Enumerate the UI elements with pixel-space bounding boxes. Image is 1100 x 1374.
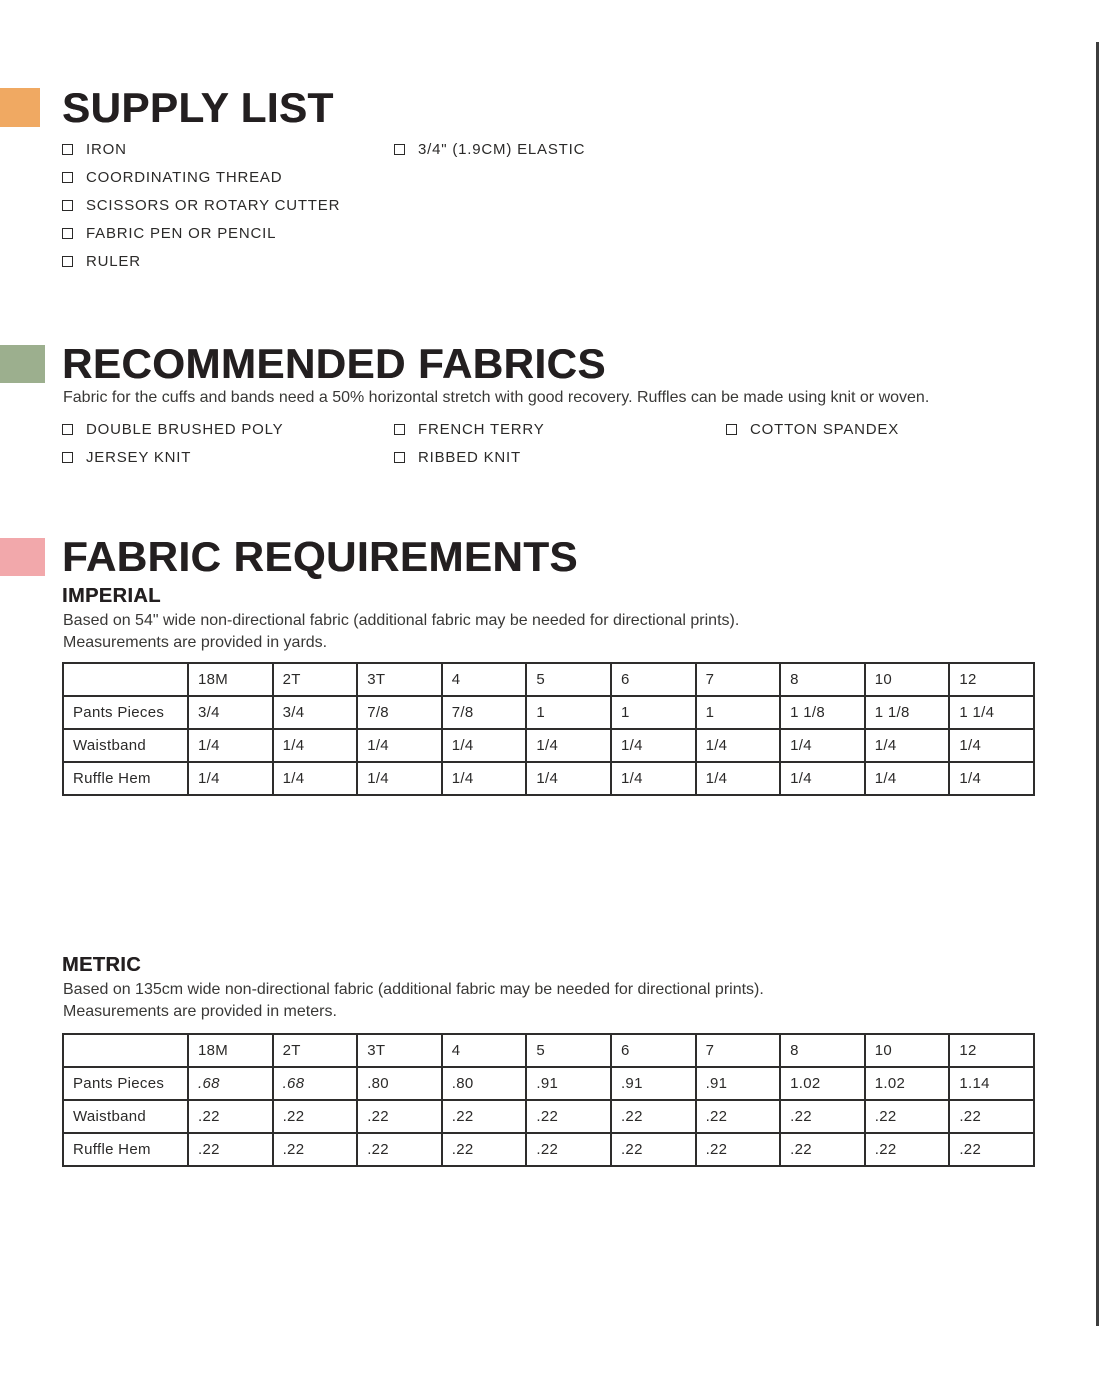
- table-cell: 1/4: [273, 762, 358, 795]
- table-cell: 1/4: [949, 729, 1034, 762]
- table-cell: .22: [611, 1133, 696, 1166]
- table-cell: 1 1/8: [780, 696, 865, 729]
- metric-description: [63, 979, 764, 1023]
- supply-item: [62, 141, 340, 158]
- table-cell: .80: [357, 1067, 442, 1100]
- table-cell: .22: [696, 1133, 781, 1166]
- checkbox-icon: [62, 172, 73, 183]
- table-cell: 1/4: [357, 729, 442, 762]
- page-edge-line: [1096, 42, 1099, 1326]
- column-header: 3T: [357, 663, 442, 696]
- row-label: Waistband: [63, 1100, 188, 1133]
- table-cell: .22: [949, 1133, 1034, 1166]
- supply-item-label: COORDINATING THREAD: [86, 169, 283, 186]
- column-header: 8: [780, 663, 865, 696]
- column-header: 6: [611, 1034, 696, 1067]
- recommended-fabrics-description: Fabric for the cuffs and bands need a 50% horizontal stretch with good recovery. Ruffles can be made using knit or woven.: [63, 389, 930, 406]
- table-header-row: [63, 663, 1034, 696]
- column-header: 6: [611, 663, 696, 696]
- table-cell: 7/8: [357, 696, 442, 729]
- recommended-fabrics-title: RECOMMENDED FABRICS: [62, 340, 606, 387]
- supply-accent-block: [0, 88, 40, 127]
- supply-list-column-2: [394, 141, 585, 158]
- table-cell: 1/4: [188, 729, 273, 762]
- column-header: 7: [696, 663, 781, 696]
- table-cell: 1: [696, 696, 781, 729]
- checkbox-icon: [62, 228, 73, 239]
- imperial-subtitle: IMPERIAL: [62, 585, 161, 607]
- checkbox-icon: [62, 424, 73, 435]
- table-cell: 1/4: [696, 729, 781, 762]
- column-header: 12: [949, 1034, 1034, 1067]
- checkbox-icon: [394, 144, 405, 155]
- requirements-accent-block: [0, 538, 45, 576]
- imperial-description: [63, 610, 739, 654]
- table-cell: .22: [188, 1100, 273, 1133]
- table-cell: .22: [949, 1100, 1034, 1133]
- table-cell: 1/4: [526, 729, 611, 762]
- column-header: 5: [526, 663, 611, 696]
- imperial-description-line2: Measurements are provided in yards.: [63, 634, 328, 651]
- table-cell: 1/4: [949, 762, 1034, 795]
- table-cell: .22: [442, 1100, 527, 1133]
- table-cell: 1/4: [865, 762, 950, 795]
- metric-requirements-table: [62, 1033, 1035, 1167]
- table-cell: .22: [526, 1100, 611, 1133]
- table-cell: 1/4: [611, 729, 696, 762]
- table-cell: .22: [273, 1100, 358, 1133]
- checkbox-icon: [726, 424, 737, 435]
- table-cell: 1/4: [273, 729, 358, 762]
- table-cell: .22: [865, 1133, 950, 1166]
- table-row: [63, 1067, 1034, 1100]
- table-cell: .68: [188, 1067, 273, 1100]
- column-header: 10: [865, 1034, 950, 1067]
- column-header: [63, 663, 188, 696]
- column-header: 18M: [188, 663, 273, 696]
- supply-item: [62, 197, 340, 214]
- table-cell: .22: [865, 1100, 950, 1133]
- supply-item: [394, 141, 585, 158]
- column-header: 4: [442, 1034, 527, 1067]
- checkbox-icon: [62, 144, 73, 155]
- supply-item: [62, 225, 340, 242]
- supply-item-label: SCISSORS OR ROTARY CUTTER: [86, 197, 341, 214]
- table-row: [63, 696, 1034, 729]
- imperial-requirements-table: [62, 662, 1035, 796]
- table-cell: 1/4: [696, 762, 781, 795]
- table-cell: .68: [273, 1067, 358, 1100]
- column-header: [63, 1034, 188, 1067]
- supply-list-title: SUPPLY LIST: [62, 84, 334, 131]
- column-header: 10: [865, 663, 950, 696]
- supply-item-label: FABRIC PEN OR PENCIL: [86, 225, 277, 242]
- fabric-item: [394, 421, 545, 438]
- table-cell: .22: [442, 1133, 527, 1166]
- table-row: [63, 1100, 1034, 1133]
- fabrics-column-2: [394, 421, 545, 466]
- table-cell: 1/4: [780, 762, 865, 795]
- supply-list-column-1: [62, 141, 340, 270]
- checkbox-icon: [62, 200, 73, 211]
- fabric-item: [62, 421, 283, 438]
- table-row: [63, 729, 1034, 762]
- table-cell: 1.02: [780, 1067, 865, 1100]
- table-cell: 7/8: [442, 696, 527, 729]
- fabric-item: [394, 449, 545, 466]
- column-header: 2T: [273, 663, 358, 696]
- table-cell: .22: [357, 1133, 442, 1166]
- table-cell: .22: [696, 1100, 781, 1133]
- table-cell: 1/4: [526, 762, 611, 795]
- supply-item: [62, 169, 340, 186]
- fabric-item-label: FRENCH TERRY: [418, 421, 545, 438]
- fabric-item-label: DOUBLE BRUSHED POLY: [86, 421, 284, 438]
- table-cell: 1/4: [865, 729, 950, 762]
- row-label: Ruffle Hem: [63, 1133, 188, 1166]
- supply-item: [62, 253, 340, 270]
- table-row: [63, 1133, 1034, 1166]
- column-header: 12: [949, 663, 1034, 696]
- column-header: 2T: [273, 1034, 358, 1067]
- fabric-requirements-title: FABRIC REQUIREMENTS: [62, 533, 578, 580]
- fabric-item-label: RIBBED KNIT: [418, 449, 521, 466]
- supply-item-label: 3/4" (1.9CM) ELASTIC: [418, 141, 586, 158]
- fabric-item: [726, 421, 899, 438]
- column-header: 7: [696, 1034, 781, 1067]
- table-cell: 1 1/4: [949, 696, 1034, 729]
- table-cell: .22: [526, 1133, 611, 1166]
- fabric-item: [62, 449, 283, 466]
- checkbox-icon: [394, 424, 405, 435]
- table-cell: .22: [780, 1133, 865, 1166]
- table-cell: 1.14: [949, 1067, 1034, 1100]
- table-cell: 1/4: [357, 762, 442, 795]
- column-header: 18M: [188, 1034, 273, 1067]
- fabrics-accent-block: [0, 345, 45, 383]
- checkbox-icon: [394, 452, 405, 463]
- table-cell: 1/4: [188, 762, 273, 795]
- table-cell: 1: [611, 696, 696, 729]
- table-cell: .91: [611, 1067, 696, 1100]
- table-cell: 1/4: [611, 762, 696, 795]
- table-cell: .22: [611, 1100, 696, 1133]
- table-cell: .22: [273, 1133, 358, 1166]
- column-header: 4: [442, 663, 527, 696]
- table-cell: 1.02: [865, 1067, 950, 1100]
- fabrics-column-1: [62, 421, 283, 466]
- table-cell: 3/4: [273, 696, 358, 729]
- table-cell: 1/4: [442, 729, 527, 762]
- table-cell: .22: [357, 1100, 442, 1133]
- fabrics-column-3: [726, 421, 899, 438]
- table-cell: .91: [526, 1067, 611, 1100]
- row-label: Pants Pieces: [63, 1067, 188, 1100]
- column-header: 5: [526, 1034, 611, 1067]
- metric-subtitle: METRIC: [62, 954, 142, 976]
- table-cell: .22: [780, 1100, 865, 1133]
- table-cell: 1/4: [442, 762, 527, 795]
- checkbox-icon: [62, 256, 73, 267]
- table-cell: 1 1/8: [865, 696, 950, 729]
- row-label: Pants Pieces: [63, 696, 188, 729]
- table-cell: 1/4: [780, 729, 865, 762]
- table-cell: .80: [442, 1067, 527, 1100]
- table-header-row: [63, 1034, 1034, 1067]
- table-cell: .91: [696, 1067, 781, 1100]
- row-label: Waistband: [63, 729, 188, 762]
- fabric-item-label: JERSEY KNIT: [86, 449, 192, 466]
- supply-item-label: RULER: [86, 253, 141, 270]
- table-cell: 3/4: [188, 696, 273, 729]
- metric-description-line2: Measurements are provided in meters.: [63, 1003, 337, 1020]
- column-header: 8: [780, 1034, 865, 1067]
- metric-description-line1: Based on 135cm wide non-directional fabric (additional fabric may be needed for directional prints).: [63, 981, 764, 998]
- supply-item-label: IRON: [86, 141, 127, 158]
- checkbox-icon: [62, 452, 73, 463]
- table-cell: 1: [526, 696, 611, 729]
- row-label: Ruffle Hem: [63, 762, 188, 795]
- table-row: [63, 762, 1034, 795]
- table-cell: .22: [188, 1133, 273, 1166]
- fabric-item-label: COTTON SPANDEX: [750, 421, 899, 438]
- column-header: 3T: [357, 1034, 442, 1067]
- imperial-description-line1: Based on 54" wide non-directional fabric (additional fabric may be needed for directional prints).: [63, 612, 740, 629]
